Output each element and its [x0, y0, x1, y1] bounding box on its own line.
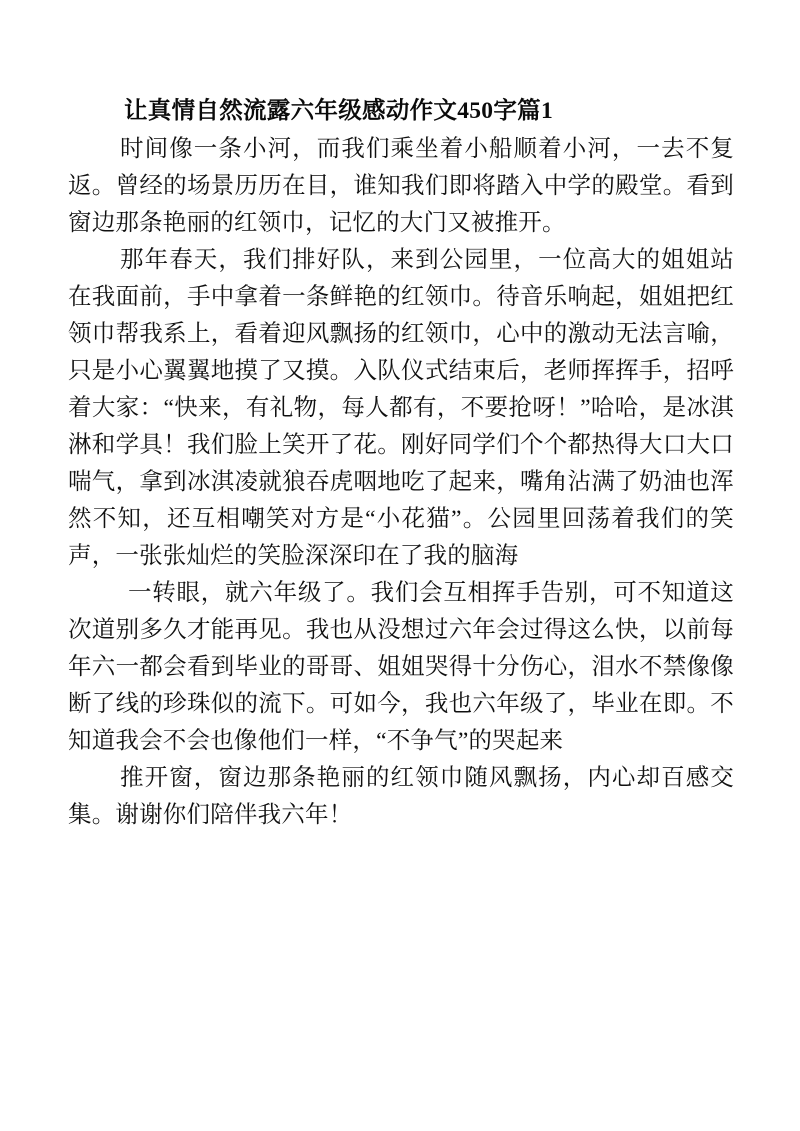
- document-text-column: [68, 93, 734, 834]
- document-title: 让真情自然流露六年级感动作文450字篇1: [124, 98, 553, 124]
- document-paragraph-3: 一转眼，就六年级了。我们会互相挥手告别，可不知道这次道别多久才能再见。我也从没想过六年会过得这么快，以前每年六一都会看到毕业的哥哥、姐姐哭得十分伤心，泪水不禁像像断了线的珍珠似的流下。可如今，我也六年级了，毕业在即。不知道我会不会也像他们一样，“不争气”的哭起来: [68, 580, 734, 754]
- document-paragraph-1: 时间像一条小河，而我们乘坐着小船顺着小河，一去不复返。曾经的场景历历在目，谁知我们即将踏入中学的殿堂。看到窗边那条艳丽的红领巾，记忆的大门又被推开。: [68, 136, 734, 236]
- document-paragraph-2: 那年春天，我们排好队，来到公园里，一位高大的姐姐站在我面前，手中拿着一条鲜艳的红领巾。待音乐响起，姐姐把红领巾帮我系上，看着迎风飘扬的红领巾，心中的激动无法言喻，只是小心翼翼地摸了又摸。入队仪式结束后，老师挥挥手，招呼着大家：“快来，有礼物，每人都有，不要抢呀！”哈哈，是冰淇淋和学具！我们脸上笑开了花。刚好同学们个个都热得大口大口喘气，拿到冰淇凌就狼吞虎咽地吃了起来，嘴角沾满了奶油也浑然不知，还互相嘲笑对方是“小花猫”。公园里回荡着我们的笑声，一张张灿烂的笑脸深深印在了我的脑海: [68, 247, 734, 569]
- document-paragraph-4: 推开窗，窗边那条艳丽的红领巾随风飘扬，内心却百感交集。谢谢你们陪伴我六年！: [68, 765, 734, 828]
